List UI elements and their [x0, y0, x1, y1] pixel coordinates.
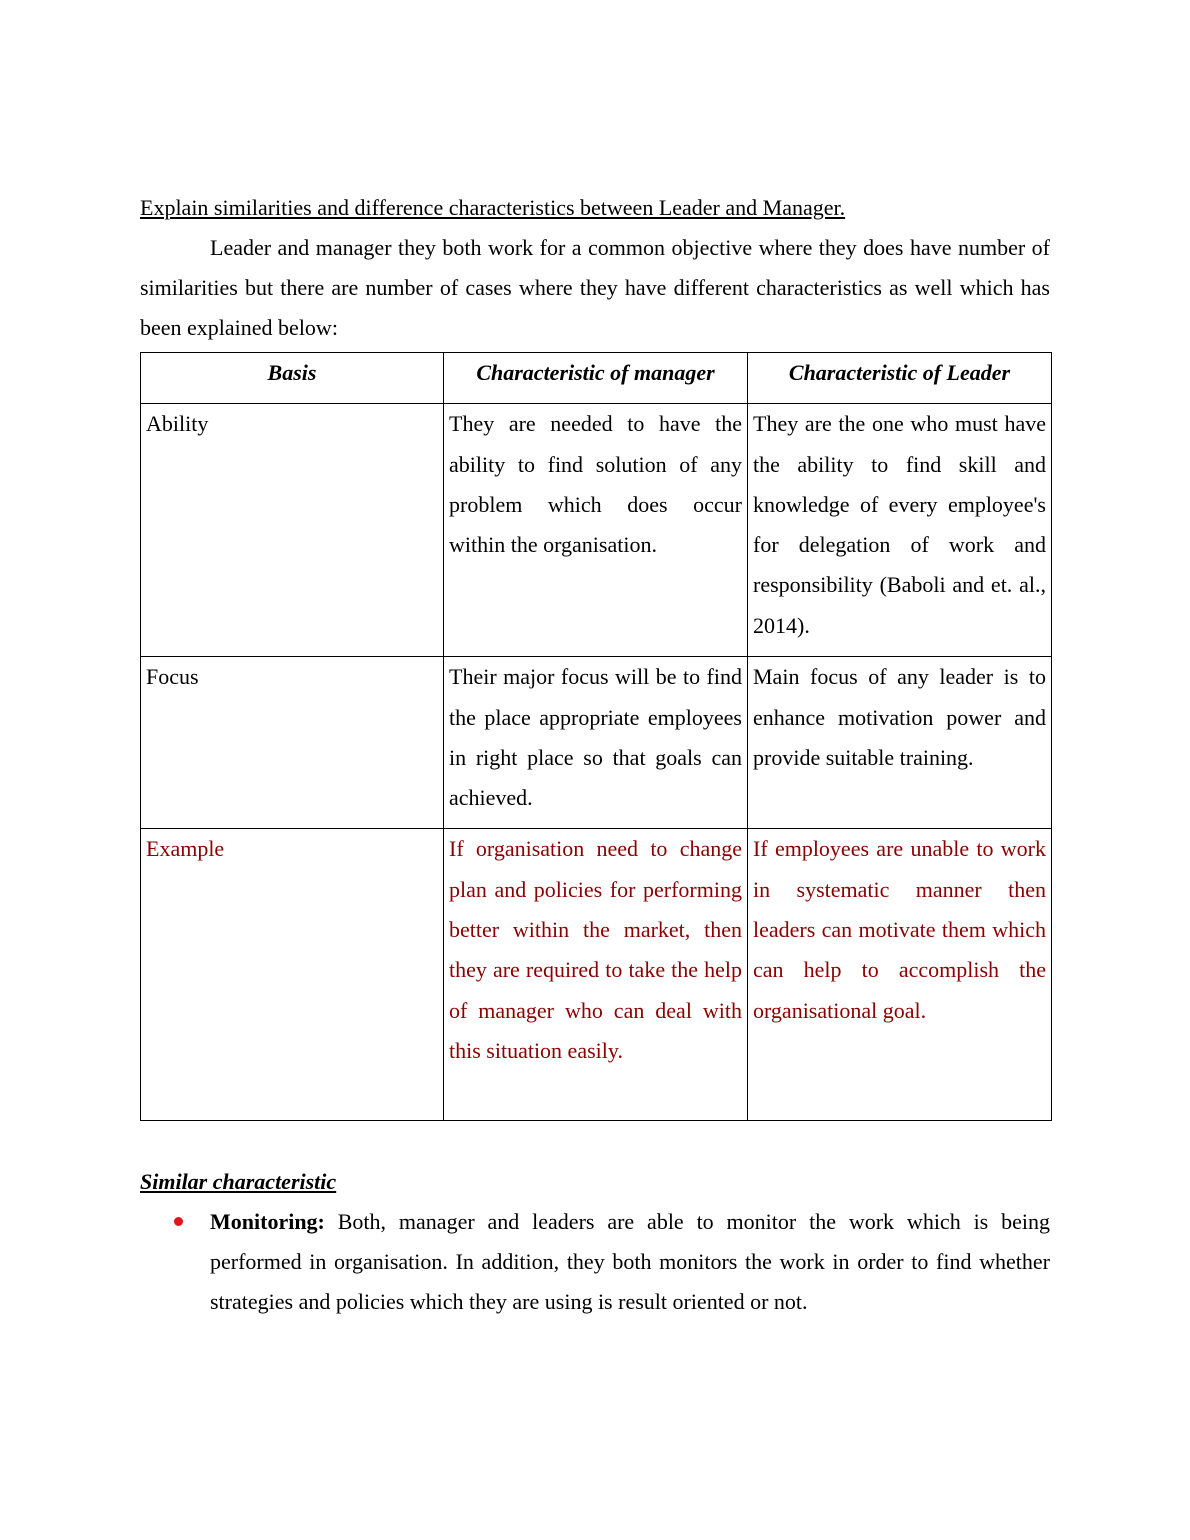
list-item — [140, 1202, 1050, 1322]
cell-basis: Ability — [141, 404, 444, 657]
header-basis: Basis — [141, 353, 444, 404]
cell-manager: Their major focus will be to find the place appropriate employees in right place so that goals can achieved. — [444, 657, 748, 829]
table-row-focus — [141, 657, 1052, 829]
similar-heading: Similar characteristic — [140, 1169, 337, 1195]
cell-leader: If employees are unable to work in systematic manner then leaders can motivate them which can help to accomplish the organisational goal. — [748, 829, 1052, 1121]
header-leader: Characteristic of Leader — [748, 353, 1052, 404]
bullet-text: Both, manager and leaders are able to monitor the work which is being performed in organisation. In addition, they both monitors the work in order to find whether strategies and policies which they are using is result oriented or not. — [210, 1209, 1050, 1315]
table-header-row — [141, 353, 1052, 404]
page-heading: Explain similarities and difference characteristics between Leader and Manager. — [140, 195, 846, 220]
document-page — [140, 188, 1050, 1322]
table-row-ability — [141, 404, 1052, 657]
bullet-term: Monitoring: — [210, 1209, 325, 1235]
header-manager: Characteristic of manager — [444, 353, 748, 404]
cell-leader: Main focus of any leader is to enhance motivation power and provide suitable training. — [748, 657, 1052, 829]
cell-leader: They are the one who must have the ability to find skill and knowledge of every employee's for delegation of work and responsibility (Baboli and et. al., 2014). — [748, 404, 1052, 657]
cell-manager: They are needed to have the ability to find solution of any problem which does occur within the organisation. — [444, 404, 748, 657]
table-row-example — [141, 829, 1052, 1121]
bullet-icon — [174, 1217, 183, 1226]
cell-manager: If organisation need to change plan and policies for performing better within the market, then they are required to take the help of manager who can deal with this situation easily. — [444, 829, 748, 1121]
similar-list — [140, 1202, 1050, 1322]
cell-basis: Example — [141, 829, 444, 1121]
intro-paragraph: Leader and manager they both work for a common objective where they does have number of similarities but there are number of cases where they have different characteristics as well which has been explained below: — [140, 235, 1050, 340]
cell-basis: Focus — [141, 657, 444, 829]
comparison-table — [140, 352, 1052, 1121]
